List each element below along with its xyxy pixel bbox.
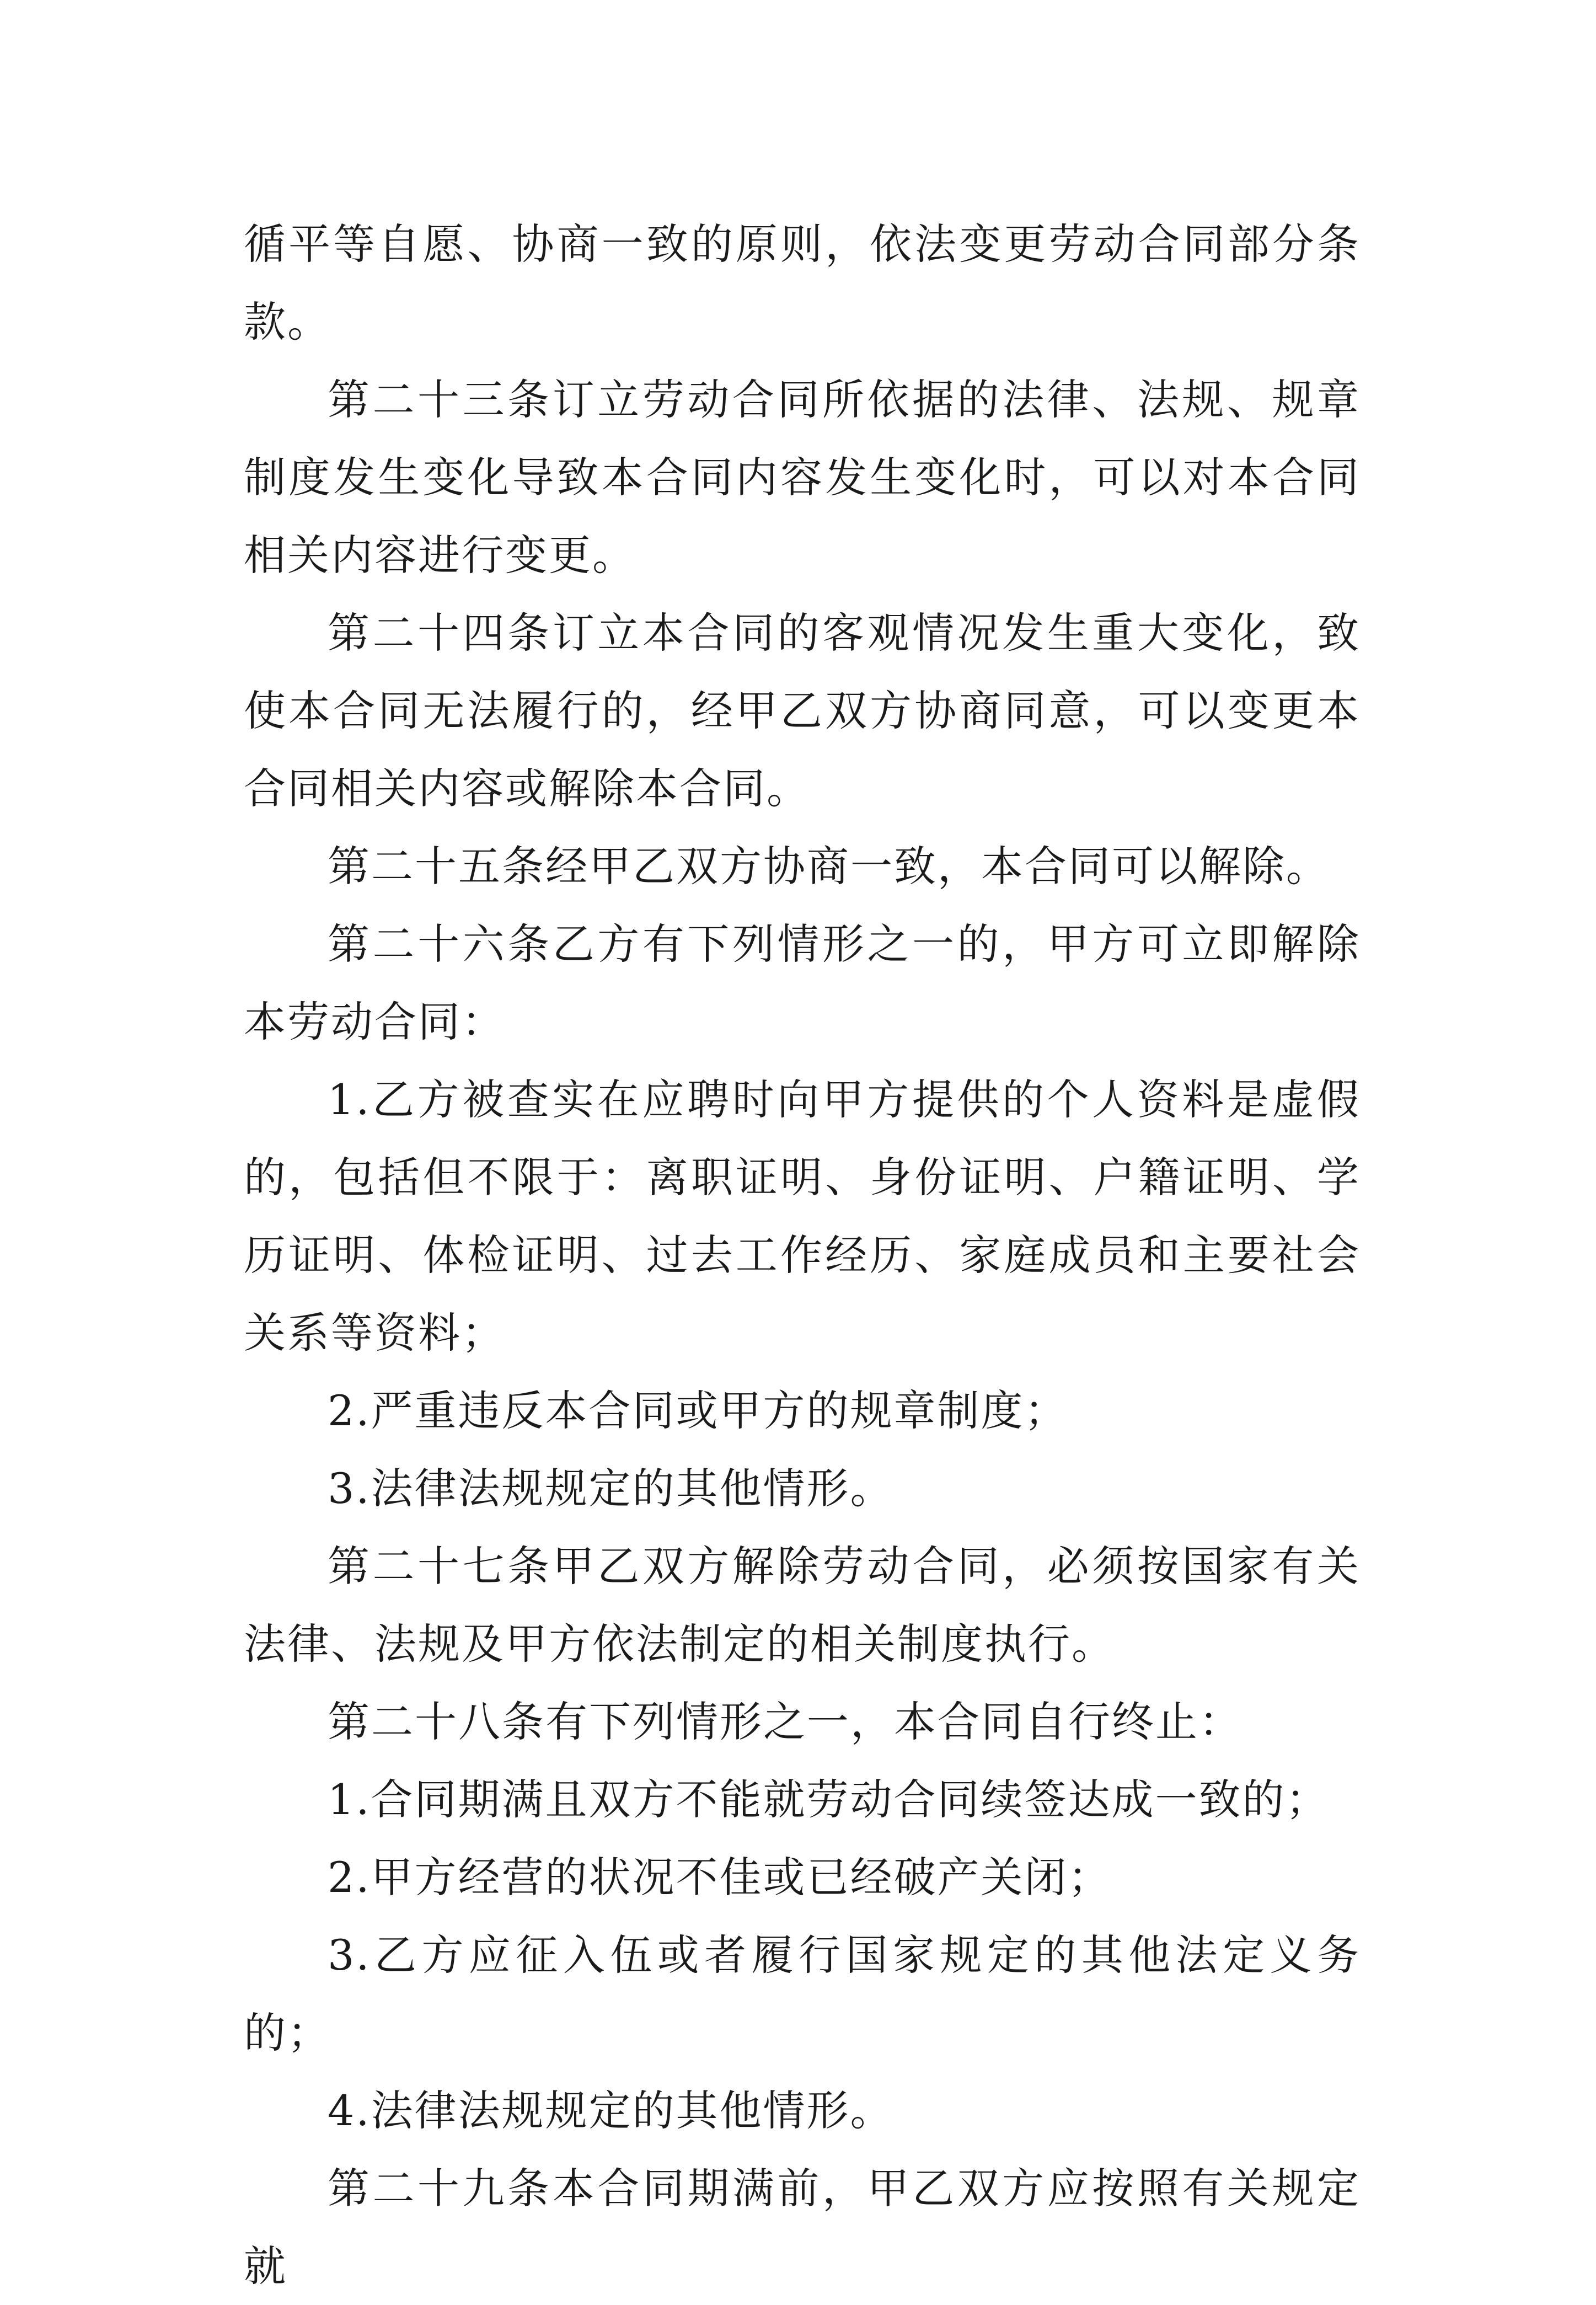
- paragraph-article-23: 第二十三条订立劳动合同所依据的法律、法规、规章制度发生变化导致本合同内容发生变化时，可以对本合同相关内容进行变更。: [244, 375, 1361, 580]
- list-item-article-26-1: 1.乙方被查实在应聘时向甲方提供的个人资料是虚假的，包括但不限于：离职证明、身份证明、户籍证明、学历证明、体检证明、过去工作经历、家庭成员和主要社会关系等资料；: [244, 1075, 1361, 1357]
- list-item-article-28-2: 2.甲方经营的状况不佳或已经破产关闭；: [328, 1853, 1112, 1902]
- paragraph-article-29: 第二十九条本合同期满前，甲乙双方应按照有关规定就: [244, 2164, 1361, 2291]
- list-item-article-28-3: 3.乙方应征入伍或者履行国家规定的其他法定义务的；: [244, 1930, 1361, 2057]
- list-item-article-28-4: 4.法律法规规定的其他情形。: [328, 2086, 894, 2135]
- paragraph-article-28: 第二十八条有下列情形之一，本合同自行终止：: [328, 1697, 1242, 1746]
- paragraph-article-26: 第二十六条乙方有下列情形之一的，甲方可立即解除本劳动合同：: [244, 919, 1361, 1046]
- document-body: [244, 205, 1361, 2305]
- paragraph-article-24: 第二十四条订立本合同的客观情况发生重大变化，致使本合同无法履行的，经甲乙双方协商同意，可以变更本合同相关内容或解除本合同。: [244, 608, 1361, 813]
- list-item-article-26-2: 2.严重违反本合同或甲方的规章制度；: [328, 1386, 1068, 1435]
- paragraph-article-27: 第二十七条甲乙双方解除劳动合同，必须按国家有关法律、法规及甲方依法制定的相关制度执行。: [244, 1542, 1361, 1668]
- list-item-article-26-3: 3.法律法规规定的其他情形。: [328, 1464, 894, 1513]
- paragraph-article-25: 第二十五条经甲乙双方协商一致，本合同可以解除。: [328, 842, 1330, 891]
- list-item-article-28-1: 1.合同期满且双方不能就劳动合同续签达成一致的；: [328, 1775, 1330, 1824]
- paragraph-continuation: 循平等自愿、协商一致的原则，依法变更劳动合同部分条款。: [244, 220, 1361, 346]
